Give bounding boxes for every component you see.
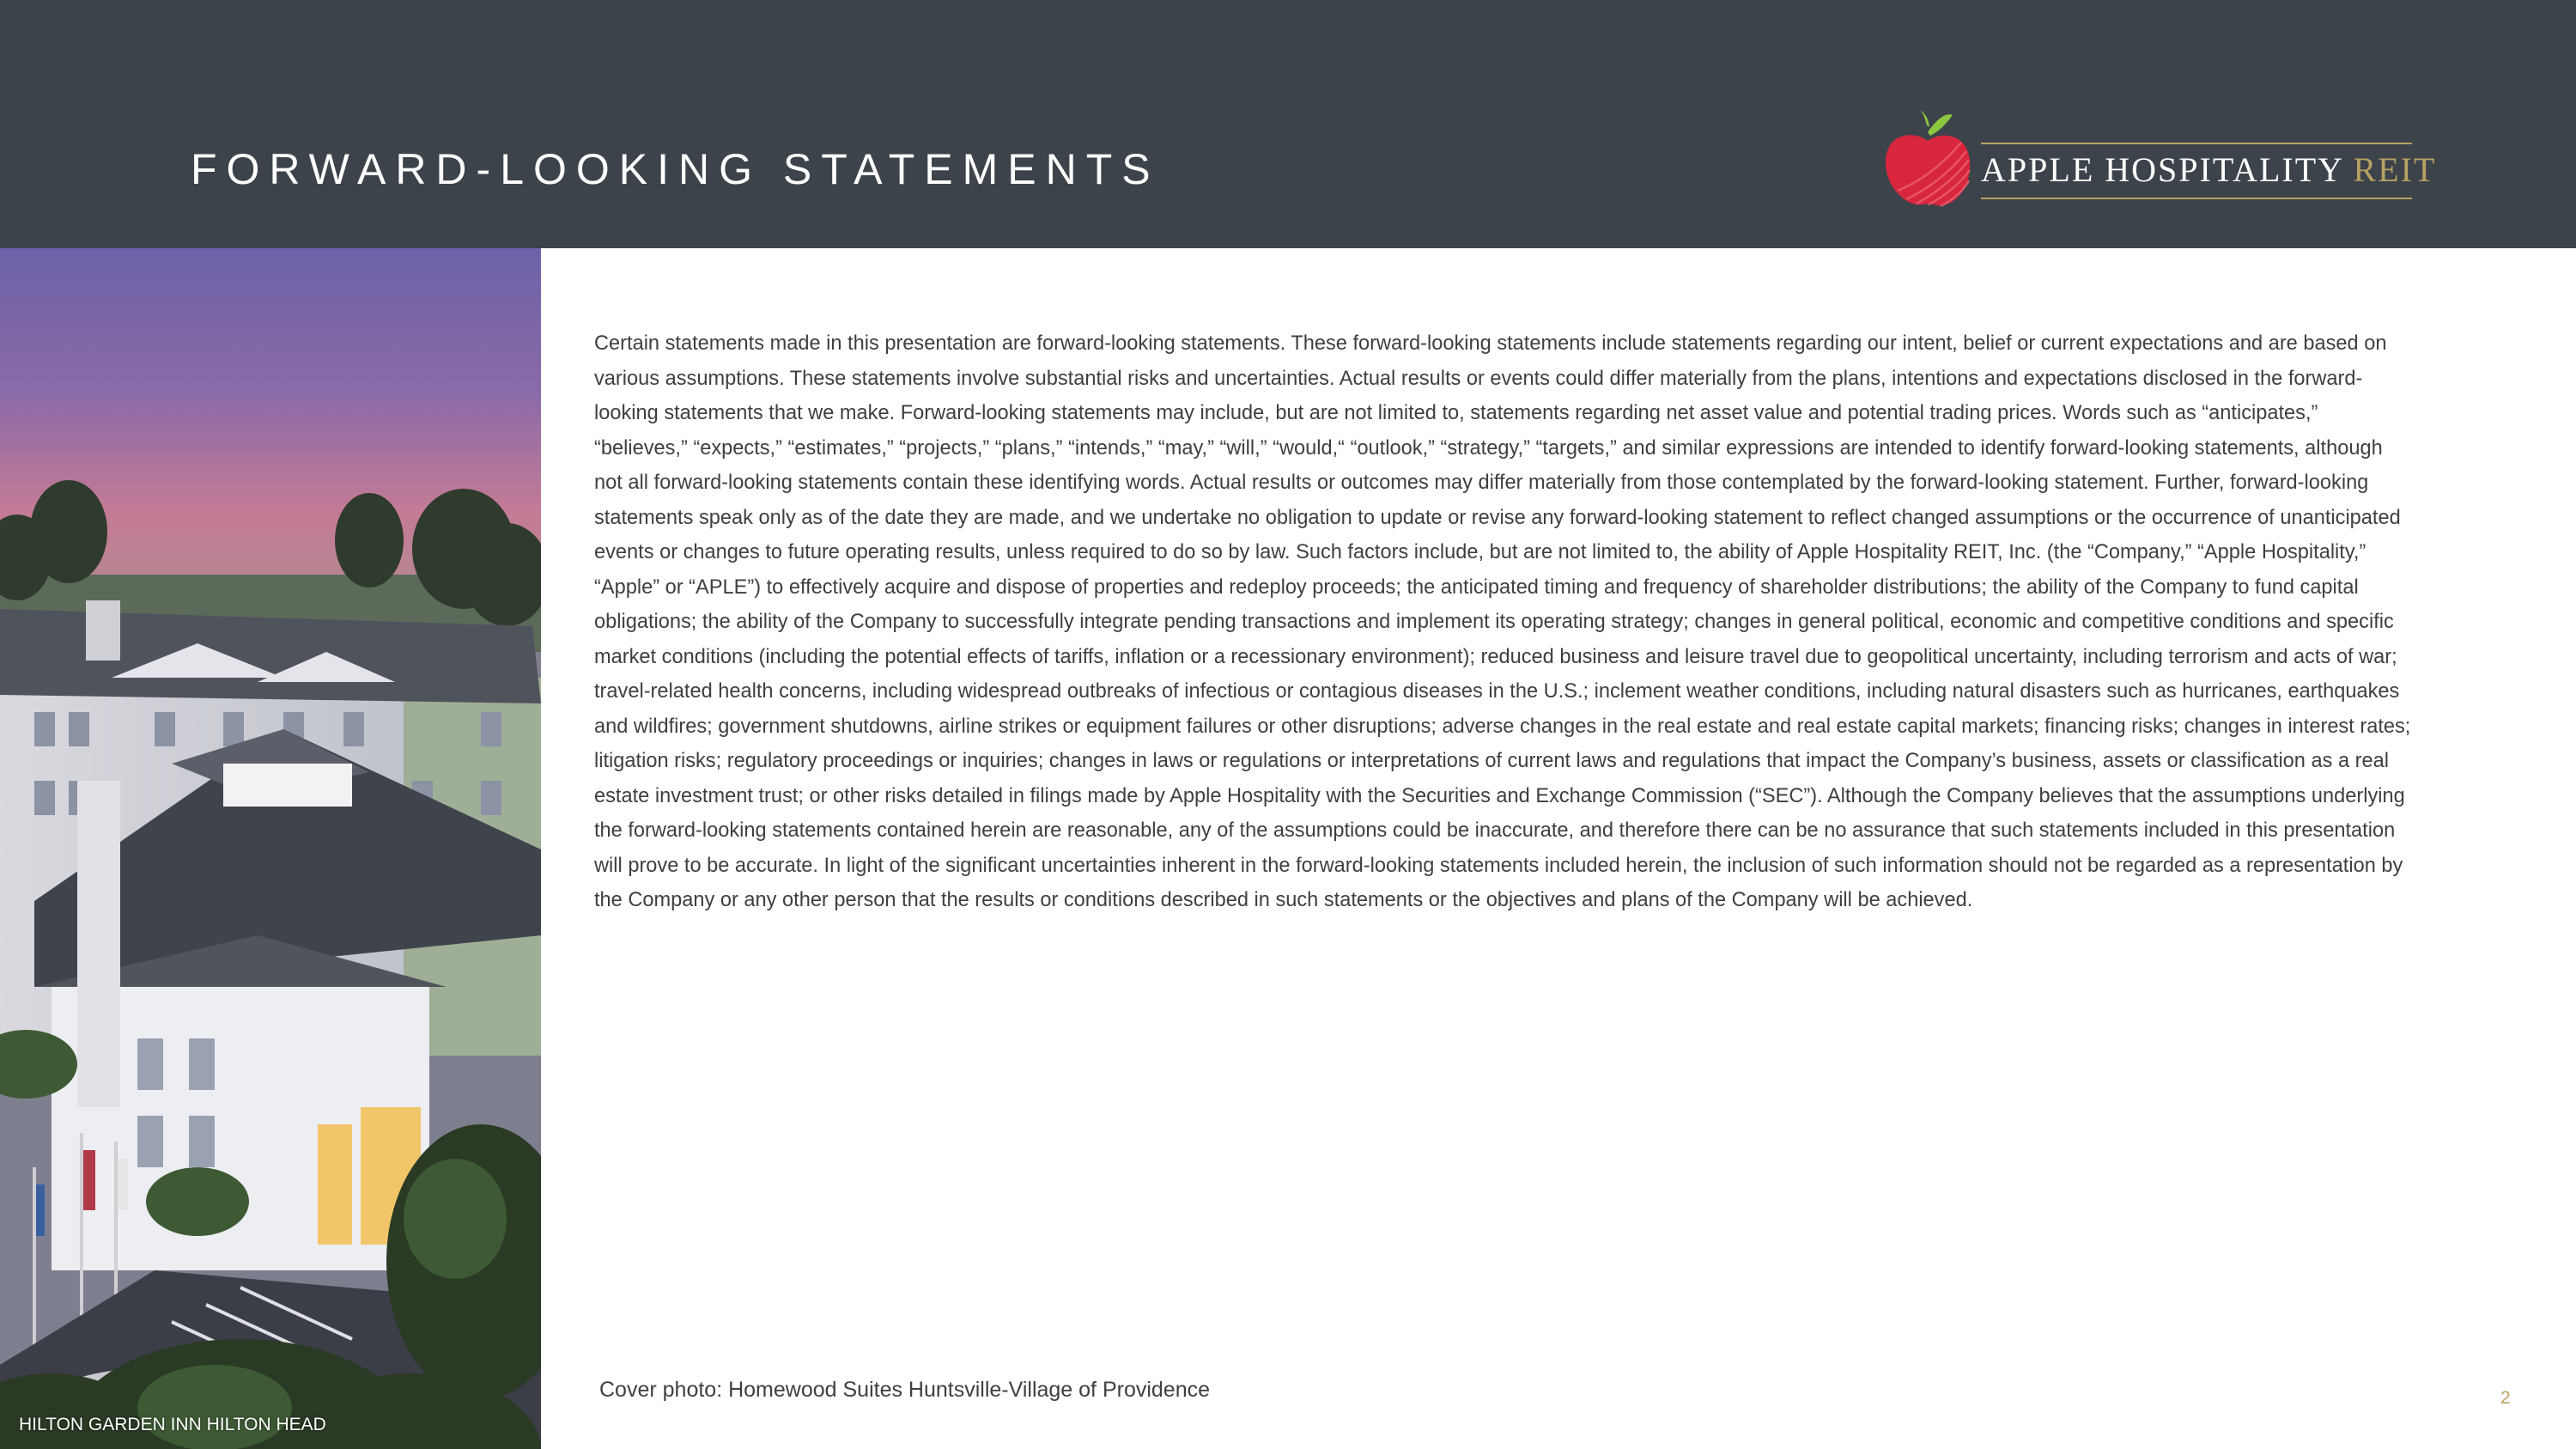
cover-photo-note: Cover photo: Homewood Suites Huntsville-Village of Providence	[599, 1378, 1211, 1402]
hotel-photo-illustration	[0, 248, 541, 1449]
apple-icon	[1880, 107, 1975, 210]
logo-name: APPLE HOSPITALITY	[1981, 150, 2343, 189]
logo-rule-top	[1981, 143, 2412, 144]
logo-wordmark	[1981, 149, 2436, 190]
slide-header	[0, 0, 2576, 248]
logo-suffix: REIT	[2353, 150, 2437, 189]
hotel-photo	[0, 248, 541, 1449]
page-title: FORWARD-LOOKING STATEMENTS	[191, 145, 1160, 193]
page-number: 2	[2500, 1388, 2511, 1408]
logo-rule-bottom	[1981, 198, 2412, 199]
company-logo	[1880, 107, 2437, 210]
forward-looking-statement-paragraph: Certain statements made in this presentation are forward-looking statements. These forward-looking statements include statements regarding our intent, belief or current expectations and are based on various assumptions. These statements involve substantial risks and uncertainties. Actual results or events could differ materially from the plans, intentions and expectations disclosed in the forward-looking statements that we make. Forward-looking statements may include, but are not limited to, statements regarding net asset value and potential trading prices. Words such as “anticipates,” “believes,” “expects,” “estimates,” “projects,” “plans,” “intends,” “may,” “will,” “would,“ “outlook,” “strategy,” “targets,” and similar expressions are intended to identify forward-looking statements, although not all forward-looking statements contain these identifying words. Actual results or outcomes may differ materially from those contemplated by the forward-looking statement. Further, forward-looking statements speak only as of the date they are made, and we undertake no obligation to update or revise any forward-looking statement to reflect changed assumptions or the occurrence of unanticipated events or changes to future operating results, unless required to do so by law. Such factors include, but are not limited to, the ability of Apple Hospitality REIT, Inc. (the “Company,” “Apple Hospitality,” “Apple” or “APLE”) to effectively acquire and dispose of properties and redeploy proceeds; the anticipated timing and frequency of shareholder distributions; the ability of the Company to fund capital obligations; the ability of the Company to successfully integrate pending transactions and implement its operating strategy; changes in general political, economic and competitive conditions and specific market conditions (including the potential effects of tariffs, inflation or a recessionary environment); reduced business and leisure travel due to geopolitical uncertainty, including terrorism and acts of war; travel-related health concerns, including widespread outbreaks of infectious or contagious diseases in the U.S.; inclement weather conditions, including natural disasters such as hurricanes, earthquakes and wildfires; government shutdowns, airline strikes or equipment failures or other disruptions; adverse changes in the real estate and real estate capital markets; financing risks; changes in interest rates; litigation risks; regulatory proceedings or inquiries; changes in laws or regulations or interpretations of current laws and regulations that impact the Company’s business, assets or classification as a real estate investment trust; or other risks detailed in filings made by Apple Hospitality with the Securities and Exchange Commission (“SEC”). Although the Company believes that the assumptions underlying the forward-looking statements contained herein are reasonable, any of the assumptions could be inaccurate, and therefore there can be no assurance that such statements included in this presentation will prove to be accurate. In light of the significant uncertainties inherent in the forward-looking statements included herein, the inclusion of such information should not be regarded as a representation by the Company or any other person that the results or conditions described in such statements or the objectives and plans of the Company will be achieved.	[594, 332, 2411, 911]
photo-caption: HILTON GARDEN INN HILTON HEAD	[19, 1415, 326, 1434]
